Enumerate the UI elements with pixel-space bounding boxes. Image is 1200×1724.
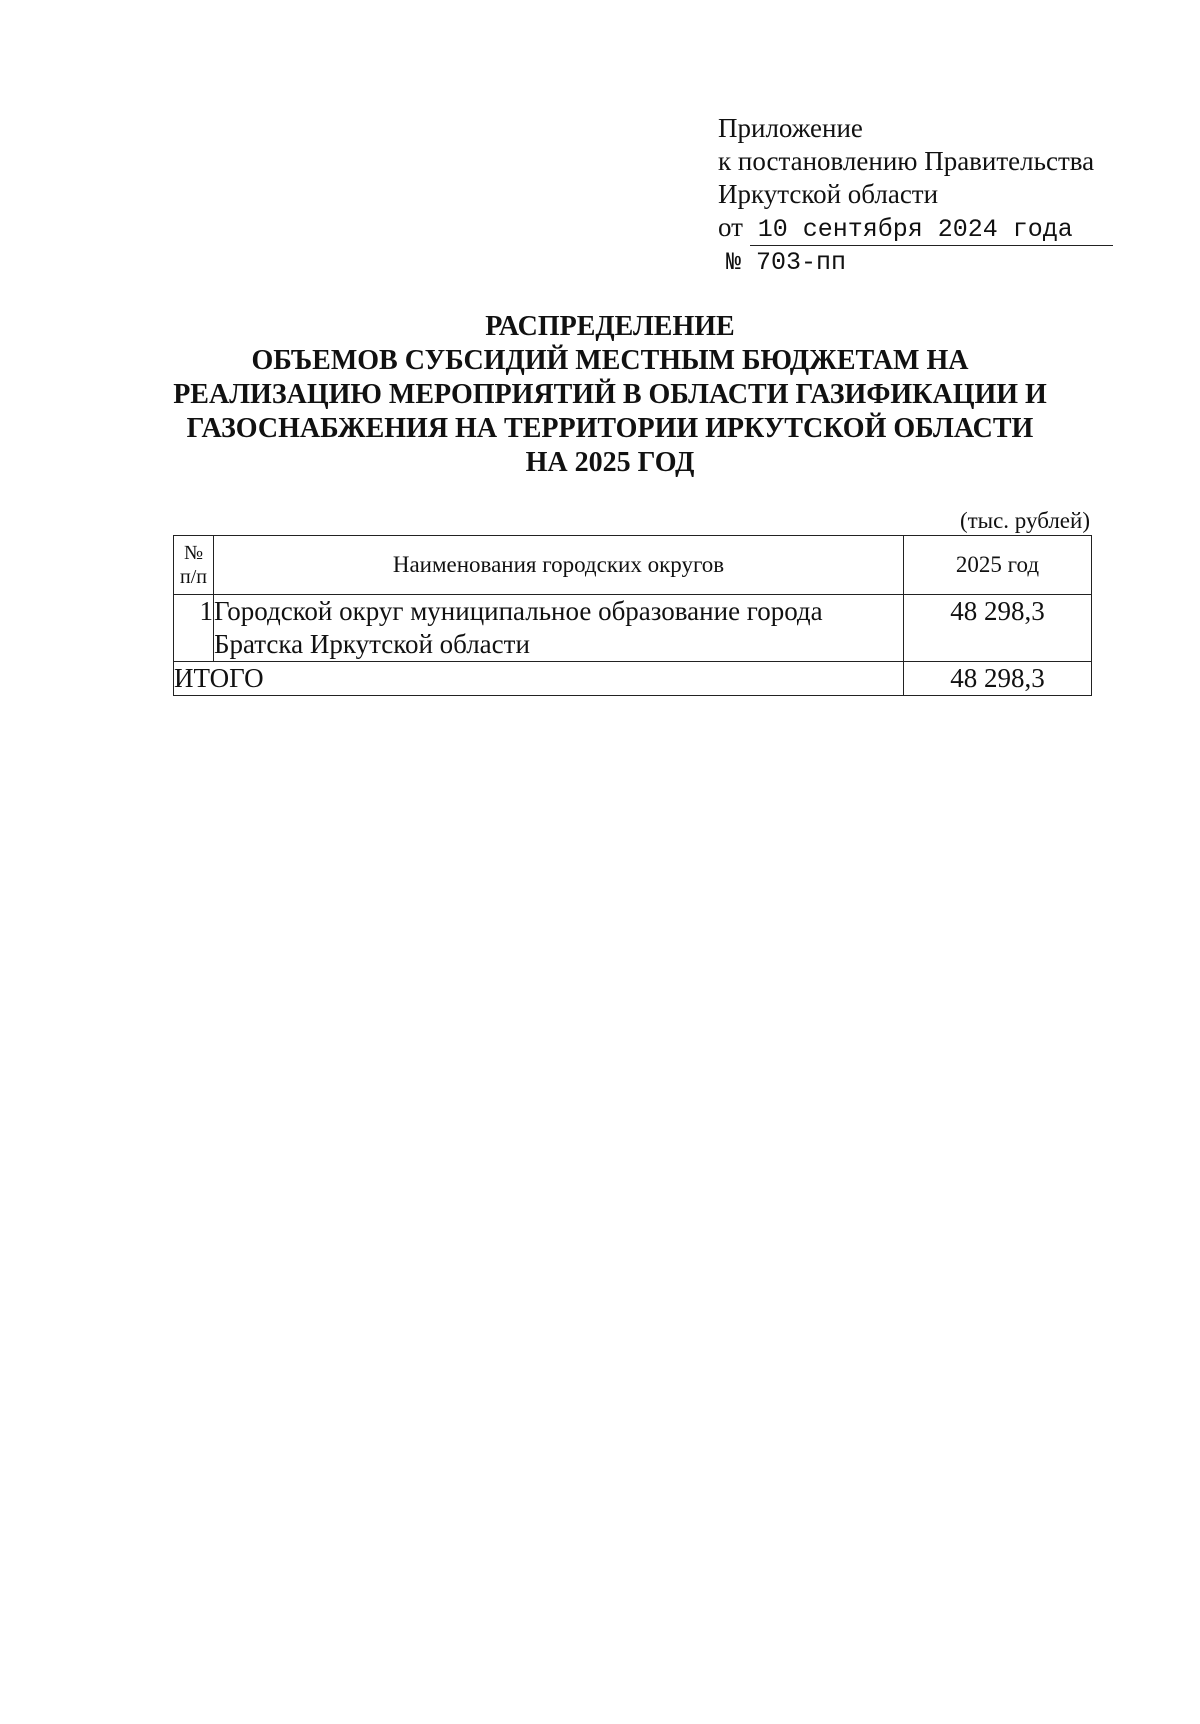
table-total-row <box>174 662 1092 696</box>
appendix-block <box>718 112 1113 279</box>
appendix-date-line <box>718 211 1113 246</box>
appendix-region: Иркутской области <box>718 179 939 209</box>
appendix-date-value: 10 сентября 2024 года <box>750 215 1113 246</box>
appendix-date-prefix: от <box>718 212 743 242</box>
row-value: 48 298,3 <box>904 595 1092 662</box>
header-year: 2025 год <box>904 536 1092 595</box>
subsidy-table <box>173 535 1092 696</box>
title-line-2: ОБЪЕМОВ СУБСИДИЙ МЕСТНЫМ БЮДЖЕТАМ НА <box>251 345 969 376</box>
title-line-3: РЕАЛИЗАЦИЮ МЕРОПРИЯТИЙ В ОБЛАСТИ ГАЗИФИКАЦИИ И <box>173 379 1047 410</box>
document-title <box>140 310 1080 480</box>
appendix-label: Приложение <box>718 113 863 143</box>
table-header-row <box>174 536 1092 595</box>
total-label: ИТОГО <box>174 662 904 696</box>
appendix-decree-ref: к постановлению Правительства <box>718 146 1095 176</box>
header-number-abbr: п/п <box>180 566 207 588</box>
row-name <box>214 595 904 662</box>
row-name-line-1: Городской округ муниципальное образование города <box>214 596 823 626</box>
units-label: (тыс. рублей) <box>959 508 1090 533</box>
total-value: 48 298,3 <box>904 662 1092 696</box>
title-line-1: РАСПРЕДЕЛЕНИЕ <box>485 311 735 342</box>
header-number <box>174 536 214 595</box>
header-number-sign: № <box>183 542 204 564</box>
appendix-number: № 703-пп <box>726 248 847 277</box>
row-name-line-2: Братска Иркутской области <box>214 629 530 659</box>
title-line-4: ГАЗОСНАБЖЕНИЯ НА ТЕРРИТОРИИ ИРКУТСКОЙ ОБЛАСТИ <box>186 413 1034 444</box>
table-row <box>174 595 1092 662</box>
header-name: Наименования городских округов <box>214 536 904 595</box>
title-line-5: НА 2025 ГОД <box>525 447 695 478</box>
row-number: 1 <box>174 595 214 662</box>
